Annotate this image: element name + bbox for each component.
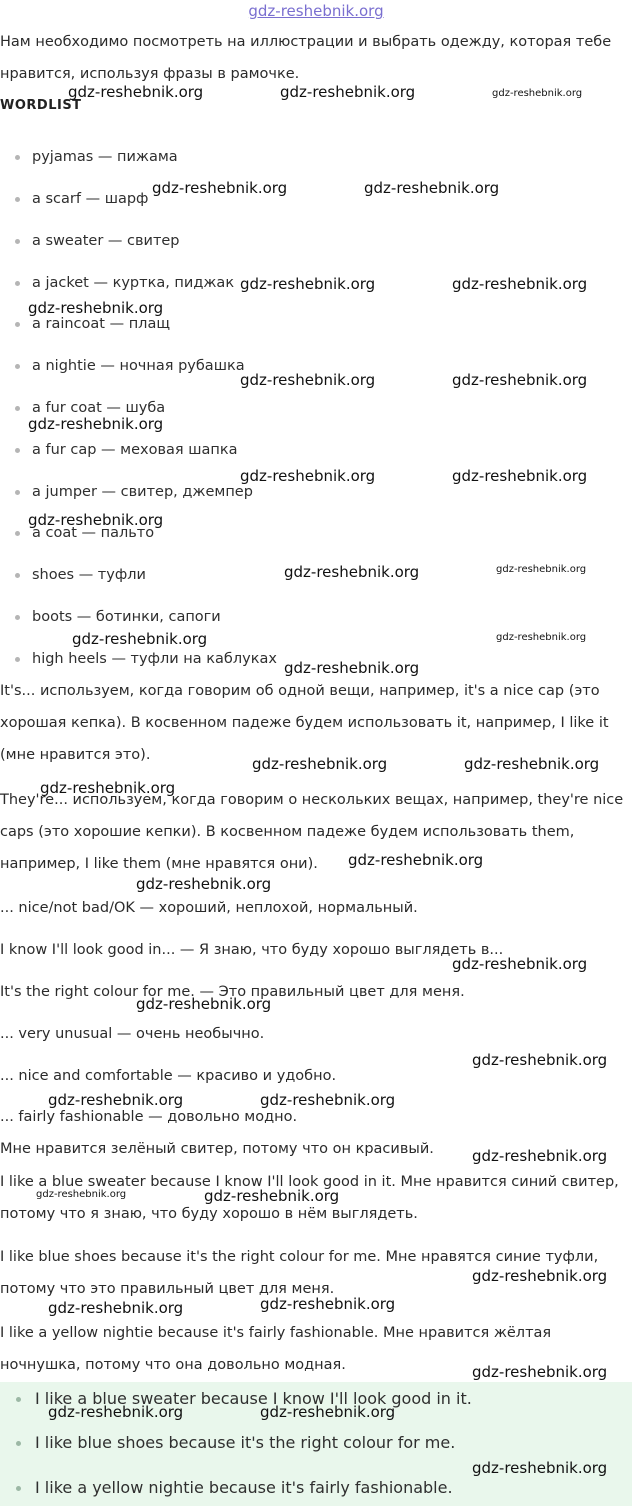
watermark: gdz-reshebnik.org <box>136 875 272 893</box>
list-item: a scarf — шарф <box>15 189 148 209</box>
watermark: gdz-reshebnik.org <box>252 755 388 773</box>
watermark: gdz-reshebnik.org <box>68 83 204 101</box>
answer-item: I like a blue sweater because I know I'll look good in it. <box>16 1388 472 1410</box>
watermark: gdz-reshebnik.org <box>284 563 420 581</box>
watermark: gdz-reshebnik.org <box>28 299 164 317</box>
bullet-icon <box>16 1486 21 1491</box>
watermark: gdz-reshebnik.org <box>496 632 587 643</box>
bullet-icon <box>15 406 20 411</box>
watermark: gdz-reshebnik.org <box>260 1295 396 1313</box>
list-item: boots — ботинки, сапоги <box>15 607 221 627</box>
example-yellow-nightie: I like a yellow nightie because it's fairly fashionable. Мне нравится жёлтая ночнушка, потому что она довольно модная. <box>0 1325 552 1373</box>
bullet-icon <box>15 615 20 620</box>
list-item: a sweater — свитер <box>15 231 180 251</box>
watermark: gdz-reshebnik.org <box>452 467 588 485</box>
phrase-line: ... nice and comfortable — красиво и удобно. <box>0 1068 337 1084</box>
bullet-icon <box>15 197 20 202</box>
watermark: gdz-reshebnik.org <box>472 1363 608 1381</box>
watermark: gdz-reshebnik.org <box>48 1403 184 1421</box>
bullet-icon <box>15 573 20 578</box>
watermark: gdz-reshebnik.org <box>492 88 583 99</box>
watermark: gdz-reshebnik.org <box>152 179 288 197</box>
watermark: gdz-reshebnik.org <box>364 179 500 197</box>
wordlist-heading: WORDLIST <box>0 98 82 113</box>
phrase-line: It's the right colour for me. — Это правильный цвет для меня. <box>0 984 465 1000</box>
watermark: gdz-reshebnik.org <box>260 1403 396 1421</box>
watermark: gdz-reshebnik.org <box>472 1051 608 1069</box>
watermark: gdz-reshebnik.org <box>472 1267 608 1285</box>
phrase-line: ... nice/not bad/OK — хороший, неплохой, нормальный. <box>0 900 418 916</box>
bullet-icon <box>15 239 20 244</box>
watermark: gdz-reshebnik.org <box>28 415 164 433</box>
list-item: high heels — туфли на каблуках <box>15 649 277 669</box>
watermark: gdz-reshebnik.org <box>48 1091 184 1109</box>
phrase-line: ... very unusual — очень необычно. <box>0 1026 265 1042</box>
bullet-icon <box>15 448 20 453</box>
explanation-theyre: They're... используем, когда говорим о нескольких вещах, например, they're nice caps (это хорошие кепки). В косвенном падеже будем использовать them, например, I like them (мне нравятся они). <box>0 792 624 872</box>
watermark: gdz-reshebnik.org <box>72 630 208 648</box>
watermark: gdz-reshebnik.org <box>260 1091 396 1109</box>
watermark: gdz-reshebnik.org <box>452 955 588 973</box>
watermark: gdz-reshebnik.org <box>348 851 484 869</box>
watermark: gdz-reshebnik.org <box>496 564 587 575</box>
watermark: gdz-reshebnik.org <box>472 1459 608 1477</box>
watermark: gdz-reshebnik.org <box>28 511 164 529</box>
bullet-icon <box>15 657 20 662</box>
list-item: a fur cap — меховая шапка <box>15 440 238 460</box>
answer-item: I like a yellow nightie because it's fairly fashionable. <box>16 1477 453 1499</box>
watermark: gdz-reshebnik.org <box>136 995 272 1013</box>
bullet-icon <box>15 322 20 327</box>
example-line: Мне нравится зелёный свитер, потому что он красивый. <box>0 1141 434 1157</box>
watermark: gdz-reshebnik.org <box>240 467 376 485</box>
explanation-its: It's... используем, когда говорим об одной вещи, например, it's a nice cap (это хорошая кепка). В косвенном падеже будем использовать it, например, I like it (мне нравится это). <box>0 683 609 763</box>
watermark: gdz-reshebnik.org <box>40 779 176 797</box>
bullet-icon <box>15 155 20 160</box>
list-item: a coat — пальто <box>15 523 154 543</box>
list-item: pyjamas — пижама <box>15 147 178 167</box>
bullet-icon <box>15 531 20 536</box>
answer-box <box>0 1382 632 1506</box>
watermark: gdz-reshebnik.org <box>280 83 416 101</box>
example-blue-shoes: I like blue shoes because it's the right colour for me. Мне нравятся синие туфли, потому что это правильный цвет для меня. <box>0 1249 599 1297</box>
watermark: gdz-reshebnik.org <box>240 275 376 293</box>
watermark: gdz-reshebnik.org <box>240 371 376 389</box>
list-item: a nightie — ночная рубашка <box>15 356 245 376</box>
list-item: shoes — туфли <box>15 565 146 585</box>
bullet-icon <box>16 1397 21 1402</box>
bullet-icon <box>16 1441 21 1446</box>
watermark: gdz-reshebnik.org <box>464 755 600 773</box>
list-item: a jumper — свитер, джемпер <box>15 482 253 502</box>
bullet-icon <box>15 281 20 286</box>
example-blue-sweater: I like a blue sweater because I know I'll look good in it. Мне нравится синий свитер, потому что я знаю, что буду хорошо в нём выглядеть. <box>0 1174 619 1222</box>
phrase-line: ... fairly fashionable — довольно модно. <box>0 1109 298 1125</box>
list-item: a jacket — куртка, пиджак <box>15 273 234 293</box>
site-title-link[interactable]: gdz-reshebnik.org <box>248 2 384 20</box>
watermark: gdz-reshebnik.org <box>472 1147 608 1165</box>
list-item: a raincoat — плащ <box>15 314 170 334</box>
bullet-icon <box>15 364 20 369</box>
bullet-icon <box>15 490 20 495</box>
watermark: gdz-reshebnik.org <box>48 1299 184 1317</box>
watermark: gdz-reshebnik.org <box>36 1189 127 1200</box>
watermark: gdz-reshebnik.org <box>204 1187 340 1205</box>
phrase-line: I know I'll look good in... — Я знаю, что буду хорошо выглядеть в... <box>0 942 504 958</box>
answer-item: I like blue shoes because it's the right colour for me. <box>16 1432 455 1454</box>
watermark: gdz-reshebnik.org <box>452 371 588 389</box>
watermark: gdz-reshebnik.org <box>284 659 420 677</box>
list-item: a fur coat — шуба <box>15 398 165 418</box>
watermark: gdz-reshebnik.org <box>452 275 588 293</box>
intro-text: Нам необходимо посмотреть на иллюстрации и выбрать одежду, которая тебе нравится, используя фразы в рамочке. <box>0 34 612 82</box>
